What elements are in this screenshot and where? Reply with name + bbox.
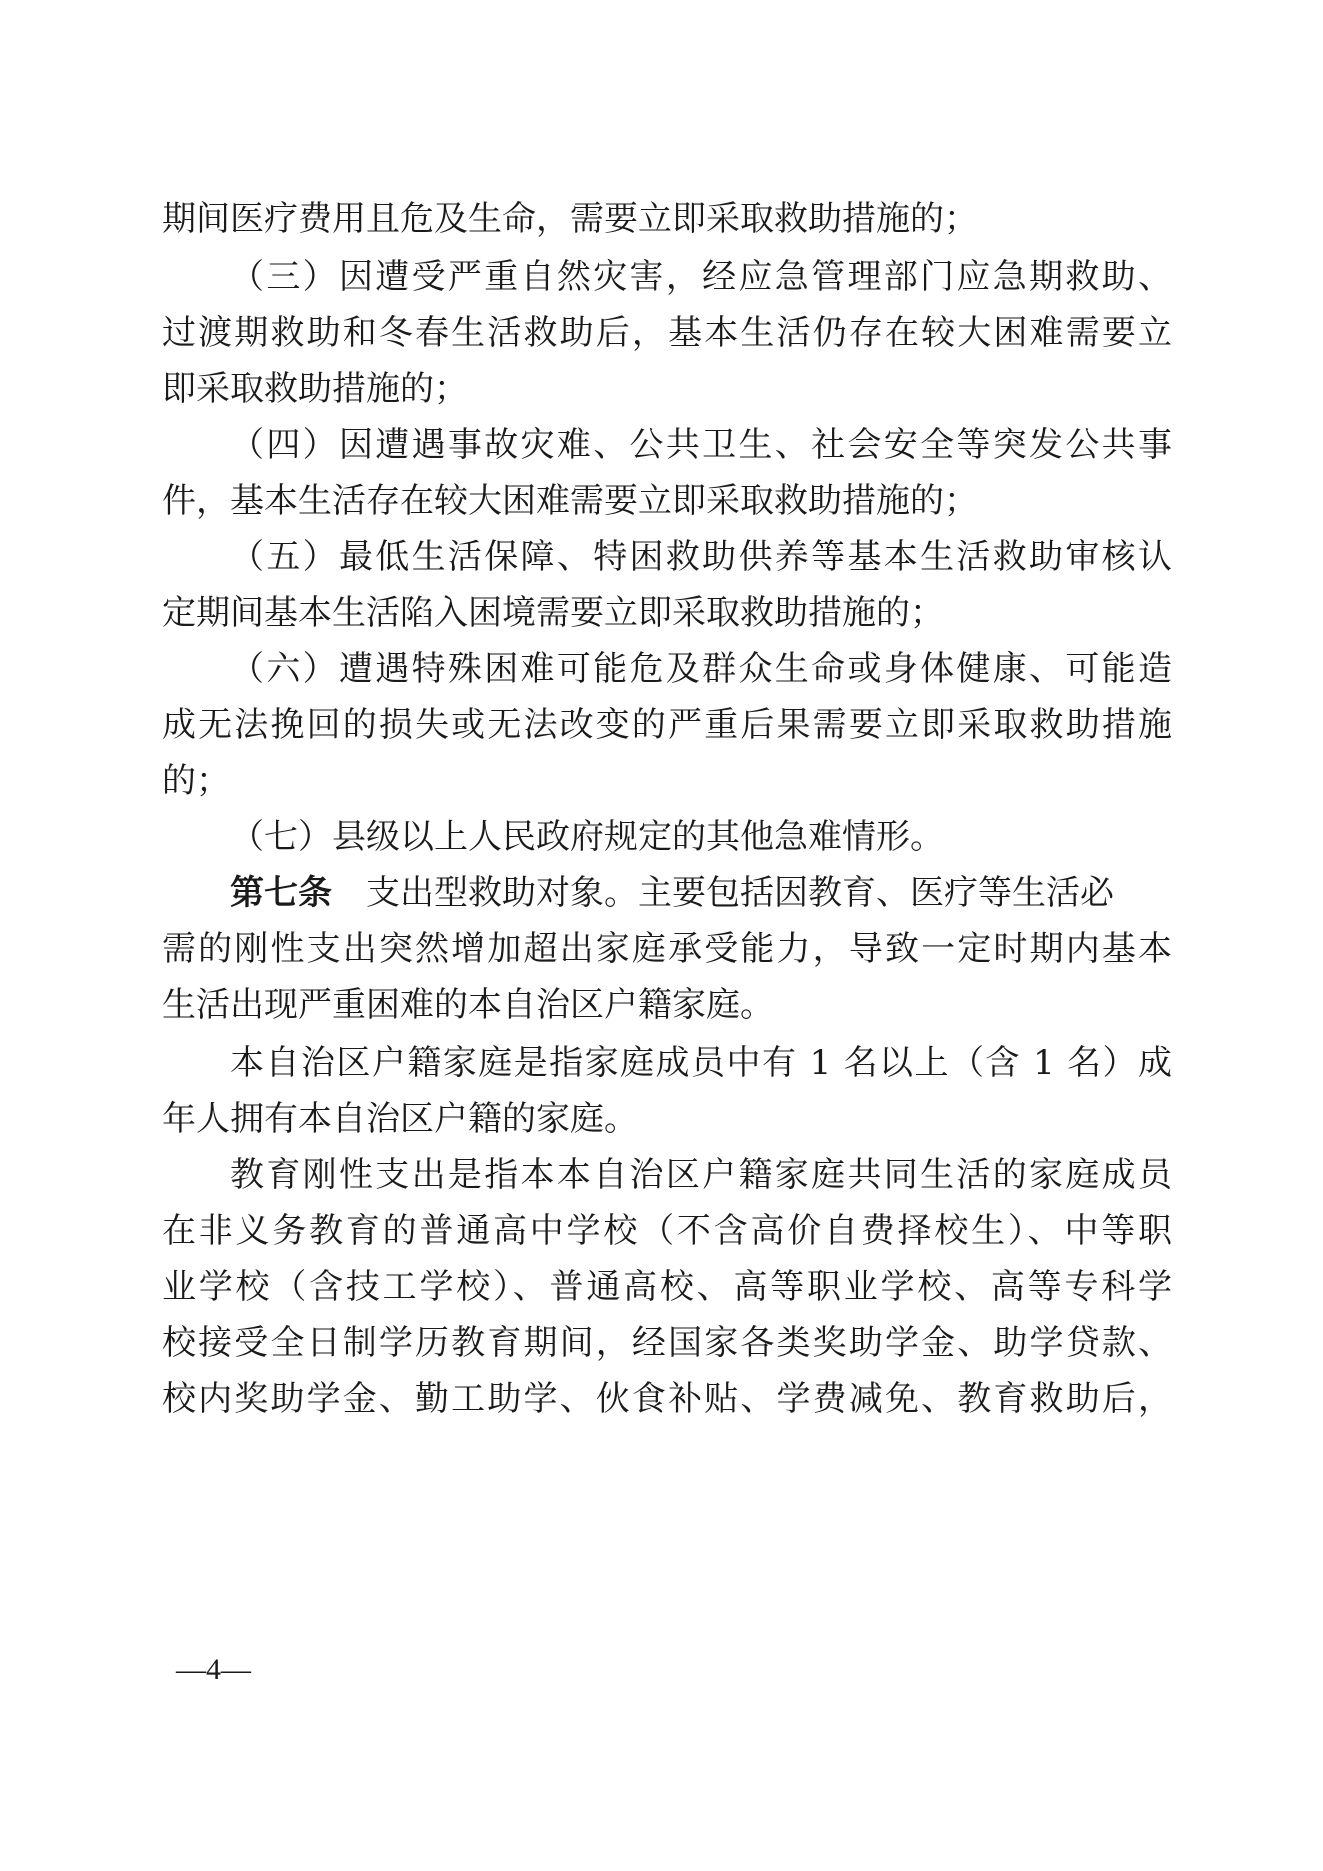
text-line: 过渡期救助和冬春生活救助后，基本生活仍存在较大困难需要立 [162, 313, 1172, 353]
text-line: 本自治区户籍家庭是指家庭成员中有 1 名以上（含 1 名）成 [230, 1043, 1172, 1083]
text-line: 在非义务教育的普通高中学校（不含高价自费择校生）、中等职 [162, 1211, 1172, 1251]
text-line: 校内奖助学金、勤工助学、伙食补贴、学费减免、教育救助后， [162, 1379, 1172, 1419]
article-text: 支出型救助对象。主要包括因教育、医疗等生活必 [366, 873, 1114, 913]
text-line: 定期间基本生活陷入困境需要立即采取救助措施的； [162, 593, 944, 633]
text-line: 需的刚性支出突然增加超出家庭承受能力，导致一定时期内基本 [162, 929, 1172, 969]
article-label: 第七条 [230, 873, 332, 913]
text-line: 教育刚性支出是指本本自治区户籍家庭共同生活的家庭成员 [230, 1155, 1172, 1195]
text-line: （三）因遭受严重自然灾害，经应急管理部门应急期救助、 [230, 257, 1172, 297]
article-line [230, 861, 1172, 925]
page-number: —4— [176, 1653, 251, 1686]
text-line: 年人拥有本自治区户籍的家庭。 [162, 1099, 638, 1139]
text-line: （六）遭遇特殊困难可能危及群众生命或身体健康、可能造 [230, 649, 1172, 689]
text-line: 校接受全日制学历教育期间，经国家各类奖助学金、助学贷款、 [162, 1323, 1172, 1363]
text-line: 生活出现严重困难的本自治区户籍家庭。 [162, 985, 774, 1025]
text-line: 件，基本生活存在较大困难需要立即采取救助措施的； [162, 481, 978, 521]
text-line: 业学校（含技工学校）、普通高校、高等职业学校、高等专科学 [162, 1267, 1172, 1307]
text-line: 成无法挽回的损失或无法改变的严重后果需要立即采取救助措施 [162, 705, 1172, 745]
text-line: （七）县级以上人民政府规定的其他急难情形。 [230, 817, 944, 857]
text-line: （四）因遭遇事故灾难、公共卫生、社会安全等突发公共事 [230, 425, 1172, 465]
text-line: （五）最低生活保障、特困救助供养等基本生活救助审核认 [230, 537, 1172, 577]
text-line: 即采取救助措施的； [162, 369, 468, 409]
text-line: 的； [162, 761, 230, 801]
text-line: 期间医疗费用且危及生命，需要立即采取救助措施的； [162, 199, 978, 239]
